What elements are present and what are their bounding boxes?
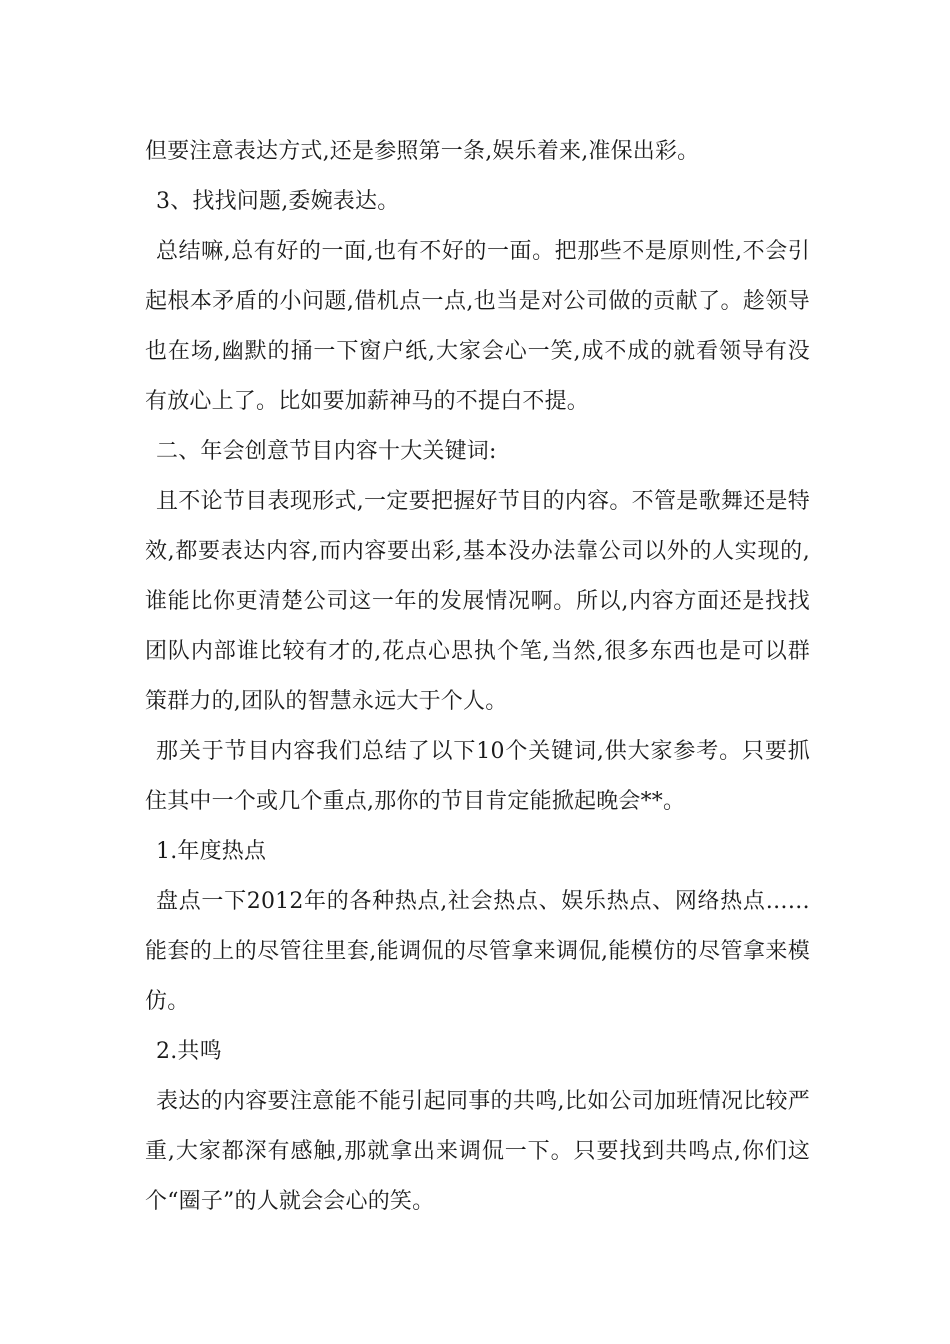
document-body xyxy=(145,127,810,1227)
keyword-heading-1: 1.年度热点 xyxy=(156,839,267,864)
paragraph-content-intro: 且不论节目表现形式,一定要把握好节目的内容。不管是歌舞还是特效,都要表达内容,而内容要出彩,基本没办法靠公司以外的人实现的,谁能比你更清楚公司这一年的发展情况啊。所以,内容方面还是找找团队内部谁比较有才的,花点心思执个笔,当然,很多东西也是可以群策群力的,团队的智慧永远大于个人。 xyxy=(145,489,810,714)
paragraph-resonance: 表达的内容要注意能不能引起同事的共鸣,比如公司加班情况比较严重,大家都深有感触,那就拿出来调侃一下。只要找到共鸣点,你们这个“圈子”的人就会会心的笑。 xyxy=(145,1089,810,1214)
paragraph-annual-hotspots: 盘点一下2012年的各种热点,社会热点、娱乐热点、网络热点……能套的上的尽管往里套,能调侃的尽管拿来调侃,能模仿的尽管拿来模仿。 xyxy=(145,889,810,1014)
section-heading-keywords: 二、年会创意节目内容十大关键词: xyxy=(156,439,497,464)
keyword-heading-2: 2.共鸣 xyxy=(156,1039,222,1064)
paragraph-continuation: 但要注意表达方式,还是参照第一条,娱乐着来,准保出彩。 xyxy=(145,139,700,164)
section-heading-3: 3、找找问题,委婉表达。 xyxy=(156,189,400,214)
paragraph-keywords-intro: 那关于节目内容我们总结了以下10个关键词,供大家参考。只要抓住其中一个或几个重点,那你的节目肯定能掀起晚会**。 xyxy=(145,739,810,814)
paragraph-summary: 总结嘛,总有好的一面,也有不好的一面。把那些不是原则性,不会引起根本矛盾的小问题,借机点一点,也当是对公司做的贡献了。趁领导也在场,幽默的捅一下窗户纸,大家会心一笑,成不成的就看领导有没有放心上了。比如要加薪神马的不提白不提。 xyxy=(145,239,810,414)
